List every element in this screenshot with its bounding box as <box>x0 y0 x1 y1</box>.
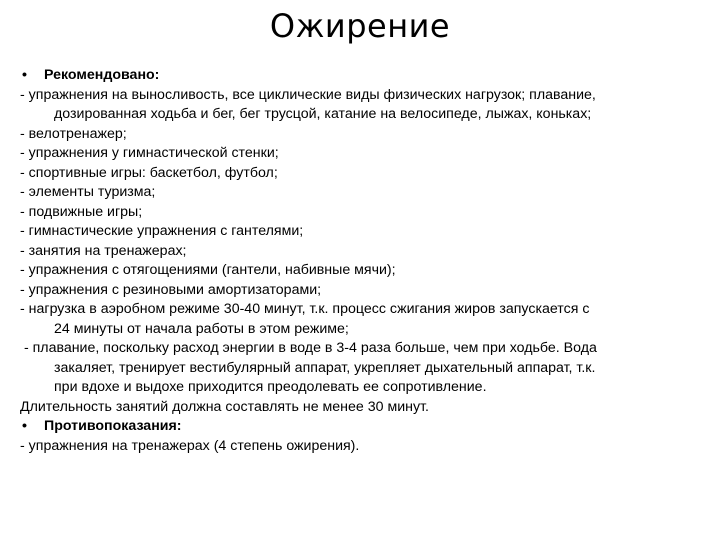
list-item: - упражнения с резиновыми амортизаторами; <box>20 281 322 298</box>
list-item: - упражнения с отягощениями (гантели, набивные мячи); <box>20 262 396 278</box>
list-item: - нагрузка в аэробном режиме 30-40 минут, т.к. процесс сжигания жиров запускается с <box>20 301 590 317</box>
list-item-continuation: при вдохе и выдохе приходится преодолевать ее сопротивление. <box>54 379 487 395</box>
bullet-icon: • <box>22 67 27 83</box>
list-item-continuation: 24 минуты от начала работы в этом режиме; <box>54 320 349 337</box>
list-item: - упражнения у гимнастической стенки; <box>20 145 279 161</box>
list-item: - занятия на тренажерах; <box>20 242 187 259</box>
contraindications-header <box>20 417 704 437</box>
list-item: - спортивные игры: баскетбол, футбол; <box>20 164 278 181</box>
list-item: - велотренажер; <box>20 125 127 142</box>
slide-title: Ожирение <box>269 7 451 45</box>
list-item: - упражнения на выносливость, все циклические виды физических нагрузок; плавание, <box>20 86 596 103</box>
list-item-continuation: закаляет, тренирует вестибулярный аппарат, укрепляет дыхательный аппарат, т.к. <box>54 359 596 376</box>
list-item: - элементы туризма; <box>20 184 156 200</box>
list-item-continuation: дозированная ходьба и бег, бег трусцой, катание на велосипеде, лыжах, коньках; <box>54 106 592 122</box>
recommended-header <box>20 66 704 86</box>
recommended-heading: Рекомендовано: <box>44 67 160 83</box>
duration-note: Длительность занятий должна составлять не менее 30 минут. <box>20 398 429 415</box>
contraindication-item: - упражнения на тренажерах (4 степень ожирения). <box>20 437 360 454</box>
list-item: - подвижные игры; <box>20 203 143 220</box>
bullet-icon: • <box>22 418 27 434</box>
list-item: - плавание, поскольку расход энергии в воде в 3-4 раза больше, чем при ходьбе. Вода <box>20 340 597 356</box>
contraindications-heading: Противопоказания: <box>44 418 182 434</box>
list-item: - гимнастические упражнения с гантелями; <box>20 223 304 239</box>
slide-content <box>20 66 704 456</box>
